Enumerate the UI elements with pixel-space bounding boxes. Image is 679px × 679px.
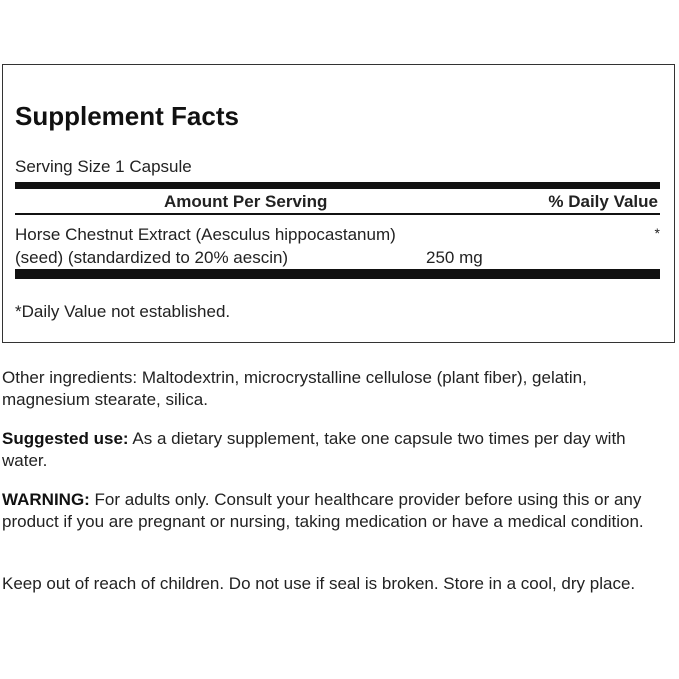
supplement-facts-panel — [2, 64, 675, 343]
other-ingredients: Other ingredients: Maltodextrin, microcrystalline cellulose (plant fiber), gelatin, magnesium stearate, silica. — [2, 368, 587, 409]
divider-thick-bottom — [15, 269, 660, 279]
panel-title: Supplement Facts — [15, 101, 239, 131]
warning-label: WARNING: — [2, 490, 90, 509]
suggested-use — [2, 428, 672, 472]
ingredient-amount: 250 mg — [426, 248, 483, 267]
suggested-use-text: As a dietary supplement, take one capsule two times per day with water. — [2, 429, 626, 470]
ingredient-daily-value: * — [654, 225, 660, 241]
serving-size: Serving Size 1 Capsule — [15, 157, 192, 176]
divider-thick-top — [15, 182, 660, 189]
ingredient-name-line2: (seed) (standardized to 20% aescin) — [15, 248, 289, 267]
header-daily-value: % Daily Value — [548, 192, 658, 211]
daily-value-footnote: *Daily Value not established. — [15, 302, 231, 321]
header-amount-per-serving: Amount Per Serving — [164, 192, 328, 211]
divider-thin — [15, 213, 660, 215]
warning — [2, 489, 672, 533]
ingredient-name-line1: Horse Chestnut Extract (Aesculus hippocastanum) — [15, 225, 396, 244]
suggested-use-label: Suggested use: — [2, 429, 129, 448]
storage-instructions: Keep out of reach of children. Do not use if seal is broken. Store in a cool, dry place. — [2, 574, 636, 593]
warning-text: For adults only. Consult your healthcare provider before using this or any product if you are pregnant or nursing, taking medication or have a medical condition. — [2, 490, 644, 531]
